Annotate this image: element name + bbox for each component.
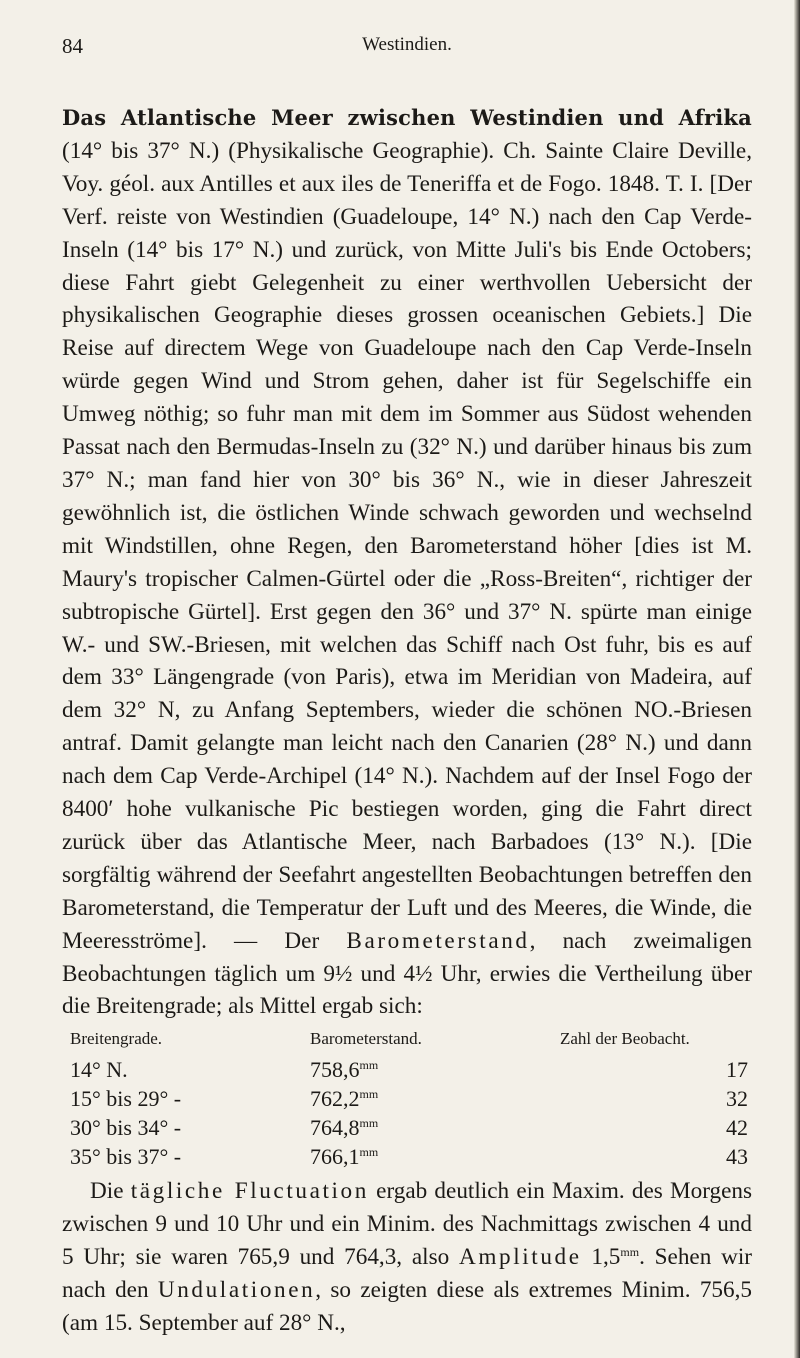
header-barometer: Barometerstand. <box>310 1029 422 1049</box>
cell-count: 42 <box>726 1114 748 1140</box>
table-row <box>62 1142 752 1171</box>
running-title: Westindien. <box>362 34 452 55</box>
paragraph-text: (14° bis 37° N.) (Physikalische Geographie). Ch. Sainte Claire Deville, Voy. géol. aux Antilles et aux iles de Teneriffa et de Fogo. 1848. T. I. [Der Verf. reiste von Westindien (Guadeloupe, 14° N.) nach den Cap Verde-Inseln (14° bis 17° N.) und zurück, von Mitte Juli's bis Ende Octobers; diese Fahrt giebt Gelegenheit zu einer werthvollen Uebersicht der physikalischen Geographie dieses grossen oceanischen Gebiets.] Die Reise auf directem Wege von Guadeloupe nach den Cap Verde-Inseln würde gegen Wind und Strom gehen, daher ist für Segelschiffe ein Umweg nöthig; so fuhr man mit dem im Sommer aus Südost wehenden Passat nach den Bermudas-Inseln zu (32° N.) und darüber hinaus bis zum 37° N.; man fand hier von 30° bis 36° N., wie in dieser Jahreszeit gewöhnlich ist, die östlichen Winde schwach geworden und wechselnd mit Windstillen, ohne Regen, den Barometerstand höher [dies ist M. Maury's tropischer Calmen-Gürtel oder die „Ross-Breiten“, richtiger der subtropische Gürtel]. Erst gegen den 36° und 37° N. spürte man einige W.- und SW.-Briesen, mit welchen das Schiff nach Ost fuhr, bis es auf dem 33° Längengrade (von Paris), etwa im Meridian von Madeira, auf dem 32° N, zu Anfang Septembers, wieder die schönen NO.-Briesen antraf. Damit gelangte man leicht nach den Canarien (28° N.) und dann nach dem Cap Verde-Archipel (14° N.). Nachdem auf der Insel Fogo der 8400′ hohe vulkanische Pic bestiegen worden, ging die Fahrt direct zurück über das Atlantische Meer, nach Barbadoes (13° N.). [Die sorgfältig während der Seefahrt angestellten Beobachtungen betreffen den Barometerstand, die Temperatur der Luft und des Meeres, die Winde, die Meeresströme]. — Der <box>62 137 752 954</box>
cell-count: 43 <box>726 1143 748 1169</box>
cell-count: 32 <box>726 1085 748 1111</box>
table-row <box>62 1055 752 1084</box>
page-edge-shadow <box>794 0 800 1358</box>
cell-barometer: $758,6^{mm}$ <box>310 1056 379 1082</box>
cell-barometer: $762,2^{mm}$ <box>310 1085 379 1111</box>
cell-latitude: 14° N. <box>70 1056 128 1082</box>
cell-latitude: 30° bis 34° - <box>70 1114 182 1140</box>
table-header-row <box>62 1029 752 1055</box>
cell-latitude: 15° bis 29° - <box>70 1085 182 1111</box>
paragraph-text-2: , nach zweimaligen Beobachtungen täglich um 9½ und 4½ Uhr, erwies die Vertheilung über die Breitengrade; als Mittel ergab sich: <box>62 927 753 1020</box>
document-page <box>62 22 752 1340</box>
header-latitude: Breitengrade. <box>70 1029 163 1049</box>
cell-latitude: 35° bis 37° - <box>70 1143 182 1169</box>
cell-barometer: $764,8^{mm}$ <box>310 1114 379 1140</box>
table-row <box>62 1113 752 1142</box>
running-head <box>62 22 752 62</box>
page-number: 84 <box>62 34 83 58</box>
section-heading: Das Atlantische Meer zwischen Westindien und Afrika <box>62 105 752 130</box>
main-paragraph <box>62 102 752 1023</box>
cell-barometer: $766,1^{mm}$ <box>310 1143 379 1169</box>
emphasis-fluctuation: tägliche Fluctuation <box>130 1178 369 1205</box>
barometer-table <box>62 1029 752 1171</box>
emphasis-amplitude: Amplitude <box>459 1244 582 1271</box>
second-paragraph: Die tägliche Fluctuation ergab deutlich ein Maxim. des Morgens zwischen 9 und 10 Uhr und ein Minim. des Nachmittags zwischen 4 und 5 Uhr; sie waren 765,9 und 764,3, also Amplitude $1,5^{mm}$. Sehen wir nach den Undulationen, so zeigten diese als extremes Minim. 756,5 (am 15. September auf 28° N., <box>62 1178 753 1336</box>
table-row <box>62 1084 752 1113</box>
header-count: Zahl der Beobacht. <box>560 1029 690 1049</box>
emphasis-barometerstand: Barometerstand <box>346 927 530 954</box>
emphasis-undulationen: Undulationen <box>157 1277 316 1304</box>
cell-count: 17 <box>726 1056 748 1082</box>
